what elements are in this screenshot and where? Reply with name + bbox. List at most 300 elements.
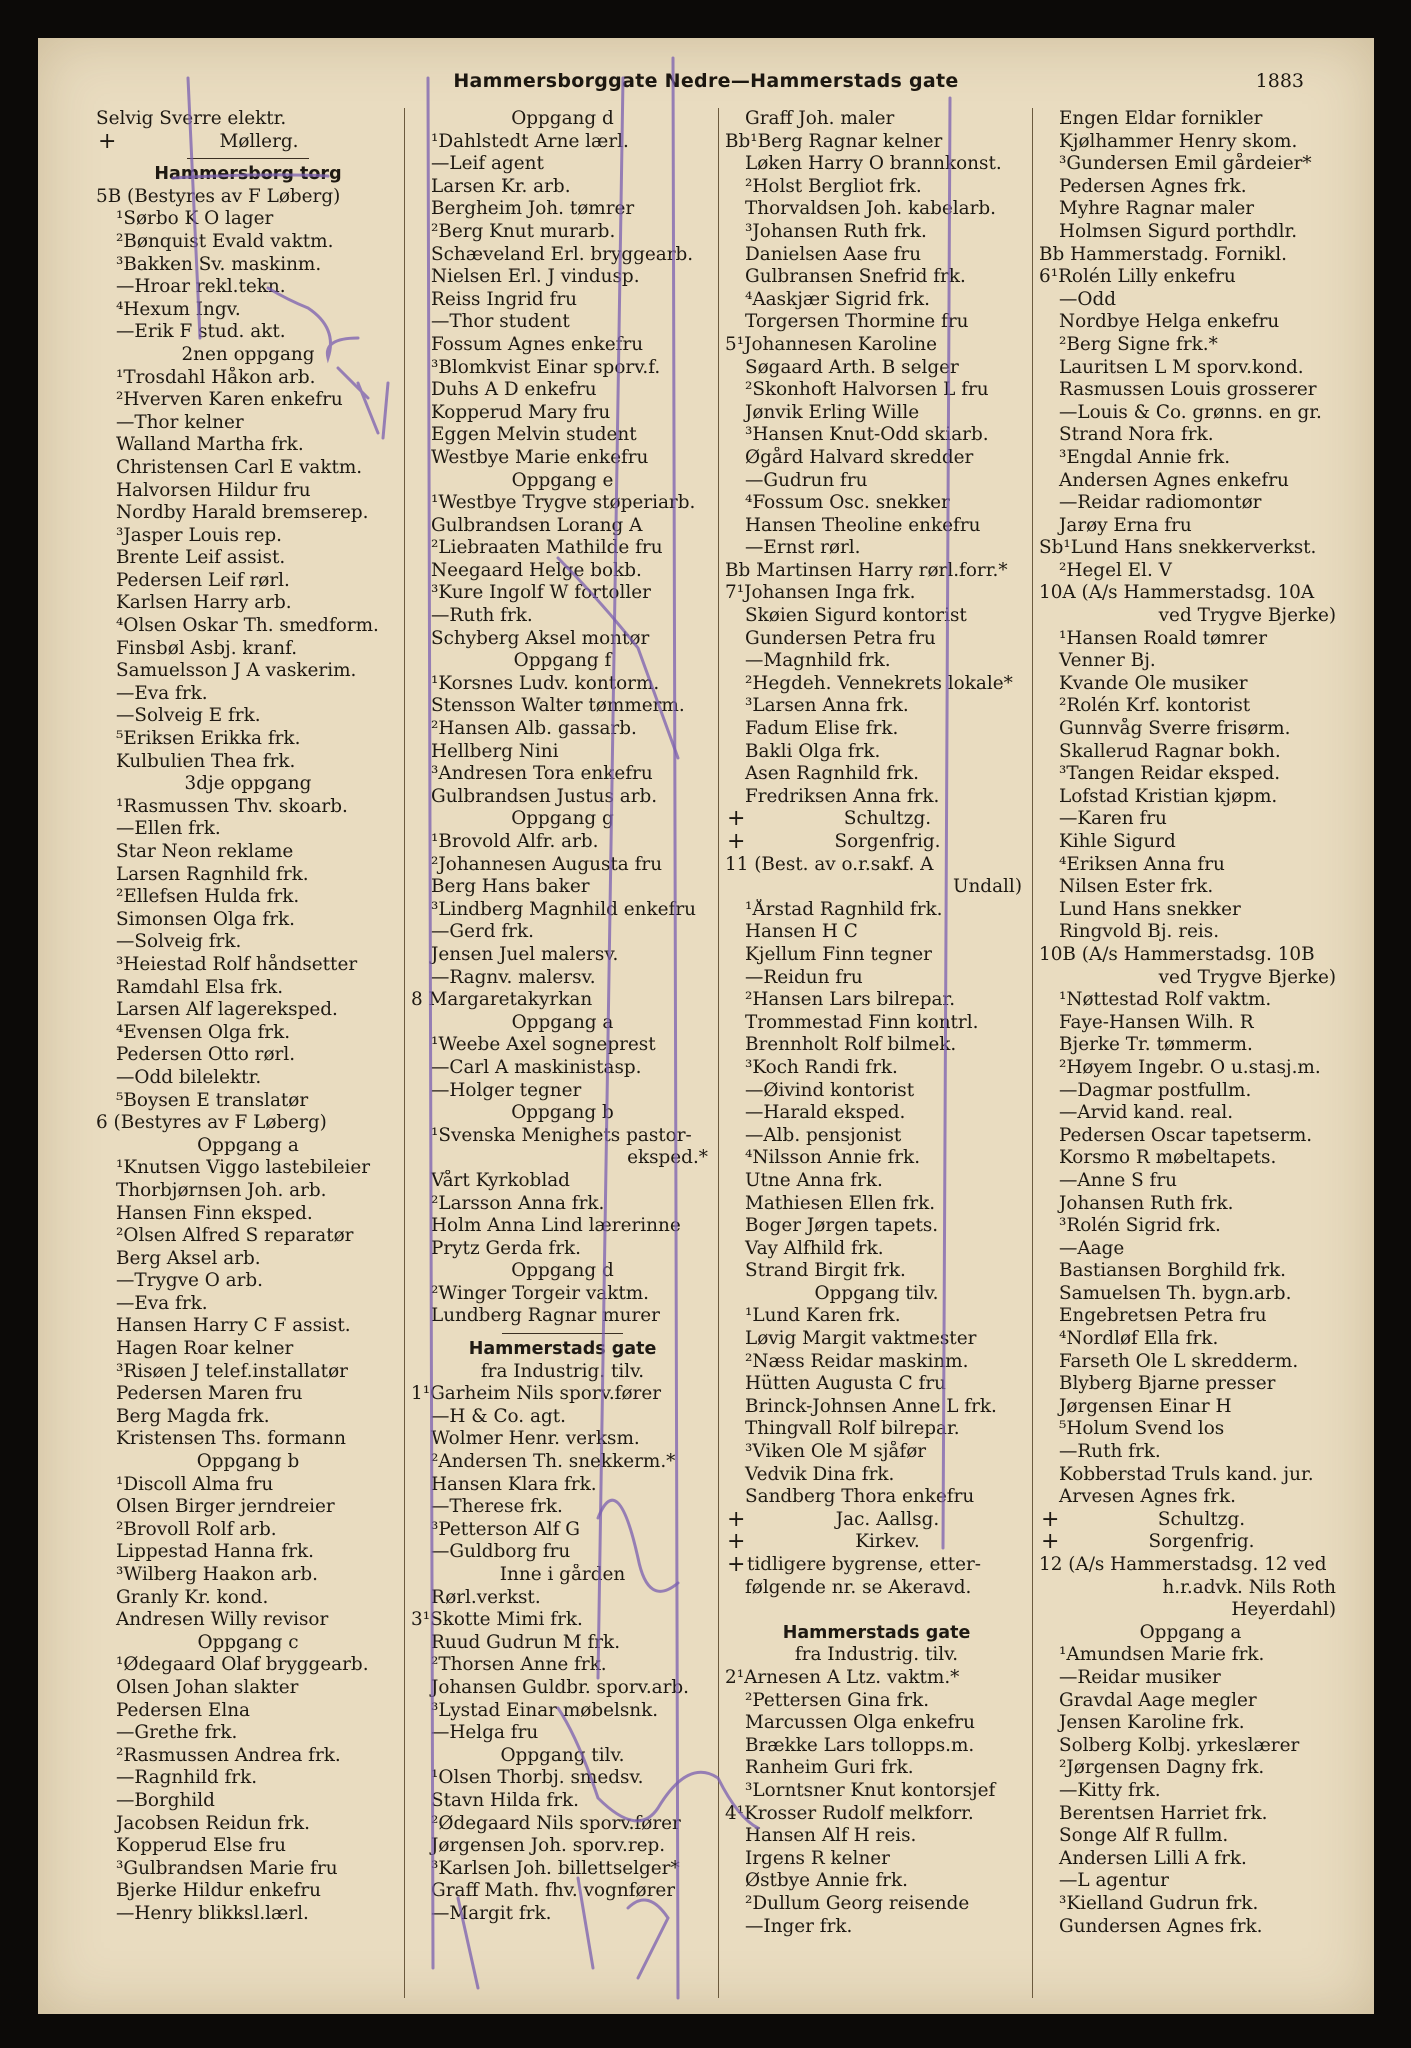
entry-text: Pedersen Maren fru [116, 1383, 303, 1405]
entry-text: —Magnhild frk. [745, 650, 891, 672]
directory-entry [96, 412, 400, 435]
entry-text: Gulbrandsen Lorang A [431, 514, 643, 536]
entry-text: Bastiansen Borghild frk. [1059, 1260, 1286, 1282]
directory-entry [411, 1835, 714, 1858]
entry-text: Ranheim Guri frk. [745, 1757, 914, 1779]
directory-entry [411, 1519, 714, 1542]
cross-street-marker: + [727, 1531, 746, 1554]
entry-text: ³Petterson Alf G [431, 1518, 580, 1540]
directory-entry [725, 1486, 1028, 1509]
entry-text: ²Winger Torgeir vaktm. [431, 1282, 650, 1304]
section-label [1039, 1531, 1342, 1554]
directory-entry [1039, 447, 1342, 470]
directory-entry [96, 1903, 400, 1926]
directory-entry [96, 931, 400, 954]
entry-text: Gundersen Agnes frk. [1059, 1915, 1263, 1937]
entry-text: —Kitty frk. [1059, 1779, 1161, 1801]
entry-text: ³Wilberg Haakon arb. [116, 1564, 319, 1585]
entry-text: 2¹Arnesen A Ltz. vaktm.* [725, 1666, 960, 1688]
section-label [96, 773, 400, 796]
entry-text: ³Rolén Sigrid frk. [1059, 1215, 1221, 1237]
directory-entry [411, 447, 714, 470]
street-heading [725, 1622, 1028, 1645]
entry-text: Stensson Walter tømmerm. [431, 695, 685, 717]
directory-entry [725, 1102, 1028, 1125]
entry-text: ved Trygve Bjerke) [1158, 966, 1336, 988]
entry-text: 8 Margaretakyrkan [411, 989, 593, 1011]
directory-entry [411, 1215, 714, 1238]
directory-entry [1039, 1644, 1342, 1667]
directory-entry [1039, 628, 1342, 651]
directory-entry [1039, 1373, 1342, 1396]
directory-entry [1039, 673, 1342, 696]
section-label [725, 1509, 1028, 1532]
directory-entry [725, 1057, 1028, 1080]
entry-text: ²Berg Signe frk.* [1059, 333, 1218, 355]
entry-text: ²Ødegaard Nils sporv.fører [431, 1812, 681, 1834]
entry-text: ⁵Holum Svend los [1059, 1418, 1225, 1440]
directory-entry [725, 357, 1028, 380]
entry-text: Reiss Ingrid fru [431, 288, 577, 310]
directory-entry [411, 244, 714, 267]
entry-text: følgende nr. se Akeravd. [745, 1576, 972, 1598]
entry-text: Pedersen Elna [116, 1699, 251, 1721]
entry-text: h.r.advk. Nils Roth [1162, 1576, 1336, 1598]
directory-entry [1039, 1825, 1342, 1848]
entry-text: Bb Hammerstadg. Fornikl. [1039, 243, 1287, 265]
directory-entry [96, 254, 400, 277]
entry-text: —Odd bilelektr. [116, 1066, 262, 1088]
entry-text: —Thor kelner [116, 411, 244, 433]
directory-entry [1039, 1848, 1342, 1871]
directory-entry [1039, 808, 1342, 831]
directory-entry [411, 582, 714, 605]
directory-entry [411, 1767, 714, 1790]
entry-text: 12 (A/s Hammerstadsg. 12 ved [1039, 1554, 1327, 1575]
directory-entry [1039, 176, 1342, 199]
directory-entry [411, 605, 714, 628]
entry-text: —Harald eksped. [745, 1102, 906, 1124]
entry-text: ²Liebraaten Mathilde fru [431, 537, 663, 559]
entry-text: —Ragnhild frk. [116, 1767, 258, 1789]
section-label [96, 131, 400, 154]
entry-text: Rørl.verkst. [431, 1586, 541, 1608]
entry-text: —Solveig frk. [116, 931, 242, 953]
directory-entry [96, 570, 400, 593]
entry-text: Heyerdahl) [1231, 1599, 1336, 1621]
directory-entry [96, 1157, 400, 1180]
directory-entry [1039, 1667, 1342, 1690]
directory-entry [1039, 899, 1342, 922]
directory-entry [1039, 989, 1342, 1012]
entry-text: ³Larsen Anna frk. [745, 695, 909, 717]
entry-text: Korsmo R møbeltapets. [1059, 1147, 1277, 1169]
directory-entry [96, 977, 400, 1000]
entry-text: —Helga fru [431, 1722, 539, 1744]
directory-entry [1039, 967, 1342, 990]
directory-entry [96, 480, 400, 503]
entry-text: Graff Joh. maler [745, 108, 895, 129]
entry-text: —Ruth frk. [431, 605, 533, 627]
entry-text: Vay Alfhild frk. [745, 1237, 884, 1259]
entry-text: 1¹Garheim Nils sporv.fører [411, 1383, 662, 1405]
directory-entry [96, 592, 400, 615]
directory-entry [1039, 1803, 1342, 1826]
entry-text: Kihle Sigurd [1059, 831, 1176, 852]
entry-text: ³Andresen Tora enkefru [431, 763, 653, 785]
directory-entry [725, 153, 1028, 176]
entry-text: Gulbransen Snefrid frk. [745, 266, 966, 288]
entry-text: Rasmussen Louis grosserer [1059, 379, 1317, 401]
directory-entry [411, 334, 714, 357]
entry-text: Granly Kr. kond. [116, 1586, 269, 1608]
entry-text: Engen Eldar fornikler [1059, 108, 1263, 129]
directory-entry [725, 1170, 1028, 1193]
directory-entry [411, 1170, 714, 1193]
entry-text: Jensen Karoline frk. [1059, 1712, 1245, 1734]
directory-entry [725, 1351, 1028, 1374]
directory-entry [96, 751, 400, 774]
entry-text: Bakli Olga frk. [745, 740, 881, 762]
directory-entry [411, 1858, 714, 1881]
directory-entry [725, 379, 1028, 402]
directory-entry [1039, 650, 1342, 673]
directory-entry [725, 718, 1028, 741]
entry-text: —Øivind kontorist [745, 1079, 915, 1101]
directory-entry [96, 818, 400, 841]
directory-entry [1039, 1757, 1342, 1780]
entry-text: Sorgenfrig. [834, 831, 941, 852]
entry-text: ³Lorntsner Knut kontorsjef [745, 1779, 996, 1801]
directory-entry [96, 1722, 400, 1745]
directory-entry [411, 1609, 714, 1632]
entry-text: —Leif agent [431, 153, 544, 175]
directory-entry [96, 525, 400, 548]
directory-entry [725, 492, 1028, 515]
entry-text: ³Heiestad Rolf håndsetter [116, 953, 358, 975]
directory-entry [411, 357, 714, 380]
directory-entry [96, 1270, 400, 1293]
entry-text: Oppgang b [196, 1451, 300, 1473]
directory-entry [1039, 1599, 1342, 1622]
directory-entry [96, 864, 400, 887]
entry-text: Westbye Marie enkefru [431, 446, 649, 468]
directory-entry [411, 1677, 714, 1700]
entry-text: 5¹Johannesen Karoline [725, 333, 937, 355]
entry-text: Samuelsson J A vaskerim. [116, 660, 357, 682]
entry-text: ⁴Hexum Ingv. [116, 298, 241, 320]
street-heading [411, 1338, 714, 1361]
entry-text: Olsen Johan slakter [116, 1676, 299, 1698]
entry-text: Prytz Gerda frk. [431, 1237, 582, 1259]
entry-text: ³Johansen Ruth frk. [745, 220, 927, 242]
entry-text: —Henry blikksl.lærl. [116, 1902, 309, 1924]
entry-text: Nordbye Helga enkefru [1059, 311, 1280, 333]
directory-entry [411, 786, 714, 809]
entry-text: ³Kielland Gudrun frk. [1059, 1892, 1259, 1914]
directory-entry [411, 1428, 714, 1451]
entry-text: ³Kure Ingolf W fortoller [431, 582, 651, 604]
entry-text: ved Trygve Bjerke) [1158, 605, 1336, 627]
entry-text: ³Gundersen Emil gårdeier* [1059, 153, 1312, 175]
directory-entry [96, 1361, 400, 1384]
entry-text: Schyberg Aksel montør [431, 627, 650, 649]
directory-entry [1039, 1080, 1342, 1103]
directory-entry [1039, 1283, 1342, 1306]
entry-text: Kobberstad Truls kand. jur. [1059, 1463, 1314, 1485]
entry-text: —Dagmar postfullm. [1059, 1079, 1252, 1101]
directory-entry [1039, 311, 1342, 334]
directory-entry [1039, 357, 1342, 380]
entry-text: ¹Olsen Thorbj. smedsv. [431, 1767, 644, 1789]
directory-entry [1039, 1260, 1342, 1283]
directory-entry [1039, 831, 1342, 854]
section-label [725, 1644, 1028, 1667]
directory-entry [725, 921, 1028, 944]
directory-entry [1039, 379, 1342, 402]
directory-entry [1039, 198, 1342, 221]
directory-entry [411, 1383, 714, 1406]
entry-text: ²Næss Reidar maskinm. [745, 1350, 969, 1372]
directory-entry [725, 424, 1028, 447]
entry-text: Holmsen Sigurd porthdlr. [1059, 220, 1298, 242]
directory-entry [725, 221, 1028, 244]
directory-entry [411, 153, 714, 176]
entry-text: Selvig Sverre elektr. [96, 108, 287, 129]
section-label [1039, 1509, 1342, 1532]
entry-text: Jarøy Erna fru [1059, 514, 1192, 536]
entry-text: Berg Aksel arb. [116, 1247, 261, 1269]
directory-entry [1039, 1147, 1342, 1170]
directory-entry [725, 1577, 1028, 1600]
entry-text: ²Andersen Th. snekkerm.* [431, 1451, 676, 1473]
directory-entry [96, 1541, 400, 1564]
directory-entry [725, 1599, 1028, 1622]
directory-entry [1039, 1464, 1342, 1487]
entry-text: Hansen Finn eksped. [116, 1202, 313, 1224]
directory-entry [96, 1406, 400, 1429]
entry-text: Thorbjørnsen Joh. arb. [116, 1179, 327, 1201]
directory-entry [96, 208, 400, 231]
entry-text: ²Johannesen Augusta fru [431, 853, 663, 875]
entry-text: ⁴Nilsson Annie frk. [745, 1147, 921, 1169]
directory-entry [96, 1564, 400, 1587]
entry-text: Vedvik Dina frk. [745, 1463, 895, 1485]
directory-entry [725, 1034, 1028, 1057]
entry-text: Fredriksen Anna frk. [745, 785, 940, 807]
entry-text: —Ruth frk. [1059, 1441, 1161, 1463]
entry-text: Oppgang g [511, 808, 614, 830]
directory-entry [96, 1858, 400, 1881]
entry-text: ¹Discoll Alma fru [116, 1473, 274, 1495]
entry-text: 3¹Skotte Mimi frk. [411, 1609, 583, 1631]
entry-text: 7¹Johansen Inga frk. [725, 582, 916, 604]
section-label [411, 1361, 714, 1384]
section-label [411, 1745, 714, 1768]
entry-text: ²Bønquist Evald vaktm. [116, 230, 334, 252]
entry-text: Thorvaldsen Joh. kabelarb. [745, 198, 996, 220]
entry-text: ¹Ødegaard Olaf bryggearb. [116, 1654, 369, 1676]
directory-entry [725, 1373, 1028, 1396]
entry-text: Oppgang a [511, 1011, 614, 1033]
entry-text: Pedersen Otto rørl. [116, 1044, 296, 1066]
entry-text: ²Rasmussen Andrea frk. [116, 1744, 341, 1766]
entry-text: Marcussen Olga enkefru [745, 1712, 975, 1734]
entry-text: 10B (A/s Hammerstadsg. 10B [1039, 943, 1315, 965]
entry-text: —Hroar rekl.tekn. [116, 276, 286, 298]
entry-text: ⁵Eriksen Erikka frk. [116, 728, 301, 750]
entry-text: Samuelsen Th. bygn.arb. [1059, 1282, 1292, 1304]
directory-entry [725, 1712, 1028, 1735]
directory-entry [725, 695, 1028, 718]
section-rule [411, 1328, 714, 1338]
entry-text: —Trygve O arb. [116, 1270, 264, 1292]
directory-entry [96, 1700, 400, 1723]
cross-street-marker: + [1041, 1531, 1060, 1554]
directory-entry [411, 1034, 714, 1057]
directory-entry [725, 1260, 1028, 1283]
entry-text: Asen Ragnhild frk. [745, 763, 919, 785]
entry-text: Kristensen Ths. formann [116, 1428, 346, 1450]
directory-entry [96, 1383, 400, 1406]
directory-entry [725, 628, 1028, 651]
directory-entry [411, 1541, 714, 1564]
directory-entry [96, 1225, 400, 1248]
entry-text: ³Blomkvist Einar sporv.f. [431, 356, 661, 378]
entry-text: 3dje oppgang [184, 773, 312, 795]
entry-text: Karlsen Harry arb. [116, 592, 292, 614]
directory-entry [1039, 1418, 1342, 1441]
entry-text: Oppgang f [513, 650, 612, 672]
entry-text: Lippestad Hanna frk. [116, 1541, 315, 1563]
directory-entry [1039, 1690, 1342, 1713]
entry-text: Hütten Augusta C fru [745, 1373, 946, 1395]
directory-entry [96, 909, 400, 932]
entry-text: ³Lindberg Magnhild enkefru [431, 898, 696, 920]
directory-entry [725, 1215, 1028, 1238]
entry-text: Mathiesen Ellen frk. [745, 1192, 936, 1214]
entry-text: Irgens R kelner [745, 1847, 890, 1869]
directory-entry [725, 334, 1028, 357]
cross-street-marker: + [727, 1508, 746, 1532]
directory-entry [1039, 582, 1342, 605]
directory-entry [96, 1677, 400, 1700]
section-label [411, 1102, 714, 1125]
directory-entry [411, 1813, 714, 1836]
directory-entry [725, 1690, 1028, 1713]
entry-text: Duhs A D enkefru [431, 379, 597, 401]
entry-text: Oppgang c [197, 1631, 299, 1653]
entry-text: Oppgang a [197, 1134, 299, 1156]
entry-text: Oppgang b [511, 1102, 614, 1124]
entry-text: Oppgang a [1139, 1621, 1242, 1643]
section-label [411, 108, 714, 131]
cross-street-marker: + [727, 808, 746, 831]
directory-entry [725, 673, 1028, 696]
entry-text: —Alb. pensjonist [745, 1124, 902, 1146]
entry-text: Berg Magda frk. [116, 1405, 270, 1427]
entry-text: Fossum Agnes enkefru [431, 333, 644, 355]
directory-entry [411, 131, 714, 154]
entry-text: ¹Westbye Trygve støperiarb. [431, 492, 696, 514]
entry-text: ²Larsson Anna frk. [431, 1192, 605, 1214]
entry-text: —Therese frk. [431, 1496, 563, 1518]
entry-text: ³Koch Randi frk. [745, 1056, 898, 1078]
entry-text: Larsen Alf lagereksped. [116, 999, 338, 1021]
directory-entry [411, 379, 714, 402]
directory-entry [725, 1870, 1028, 1893]
directory-entry [1039, 560, 1342, 583]
directory-entry [96, 1474, 400, 1497]
entry-text: —Ernst rørl. [745, 537, 861, 559]
entry-text: Farseth Ole L skredderm. [1059, 1350, 1299, 1372]
entry-text: ¹Nøttestad Rolf vaktm. [1059, 989, 1272, 1011]
section-label [96, 344, 400, 367]
entry-text: ¹Hansen Roald tømrer [1059, 627, 1267, 649]
directory-entry [1039, 470, 1342, 493]
entry-text: 4¹Krosser Rudolf melkforr. [725, 1802, 974, 1824]
directory-entry [1039, 921, 1342, 944]
directory-entry [1039, 1870, 1342, 1893]
directory-entry [96, 1203, 400, 1226]
entry-text: Venner Bj. [1059, 650, 1156, 672]
directory-entry [725, 1238, 1028, 1261]
entry-text: —Margit frk. [431, 1902, 552, 1924]
entry-text: —Eva frk. [116, 682, 208, 704]
entry-text: Simonsen Olga frk. [116, 908, 295, 930]
directory-entry [411, 289, 714, 312]
directory-entry [1039, 741, 1342, 764]
directory-entry [411, 1080, 714, 1103]
entry-text: fra Industrig. tilv. [794, 1644, 959, 1666]
directory-entry [725, 515, 1028, 538]
directory-entry [411, 899, 714, 922]
directory-entry [1039, 131, 1342, 154]
entry-text: Jørgensen Joh. sporv.rep. [431, 1835, 666, 1857]
directory-columns [90, 108, 1346, 1998]
entry-text: Møllerg. [219, 130, 299, 152]
entry-text: ²Holst Bergliot frk. [745, 175, 922, 197]
entry-text: Utne Anna frk. [745, 1169, 883, 1191]
entry-text: —Aage [1059, 1237, 1125, 1259]
entry-text: Fadum Elise frk. [745, 718, 899, 740]
entry-text: Inne i gården [499, 1564, 626, 1585]
entry-text: ¹Brovold Alfr. arb. [431, 831, 599, 852]
directory-entry [411, 1632, 714, 1655]
entry-text: Lund Hans snekker [1059, 898, 1241, 920]
directory-entry [411, 1238, 714, 1261]
directory-entry [411, 221, 714, 244]
entry-text: ¹Weebe Axel sogneprest [431, 1034, 656, 1056]
entry-text: —Eva frk. [116, 1292, 208, 1314]
directory-entry [411, 492, 714, 515]
directory-entry [411, 921, 714, 944]
directory-entry [411, 560, 714, 583]
entry-text: Sandberg Thora enkefru [745, 1486, 975, 1508]
entry-text: Jørgensen Einar H [1059, 1395, 1232, 1417]
entry-text: ²Hverven Karen enkefru [116, 389, 343, 411]
directory-entry [725, 1396, 1028, 1419]
street-heading [96, 163, 400, 186]
entry-text: Stavn Hilda frk. [431, 1789, 580, 1811]
directory-entry [1039, 1712, 1342, 1735]
directory-entry [411, 1790, 714, 1813]
directory-entry [96, 705, 400, 728]
directory-entry [96, 1654, 400, 1677]
entry-text: —Ellen frk. [116, 818, 221, 840]
entry-text: —Carl A maskinistasp. [431, 1056, 642, 1078]
entry-text: —Borghild [116, 1789, 215, 1811]
